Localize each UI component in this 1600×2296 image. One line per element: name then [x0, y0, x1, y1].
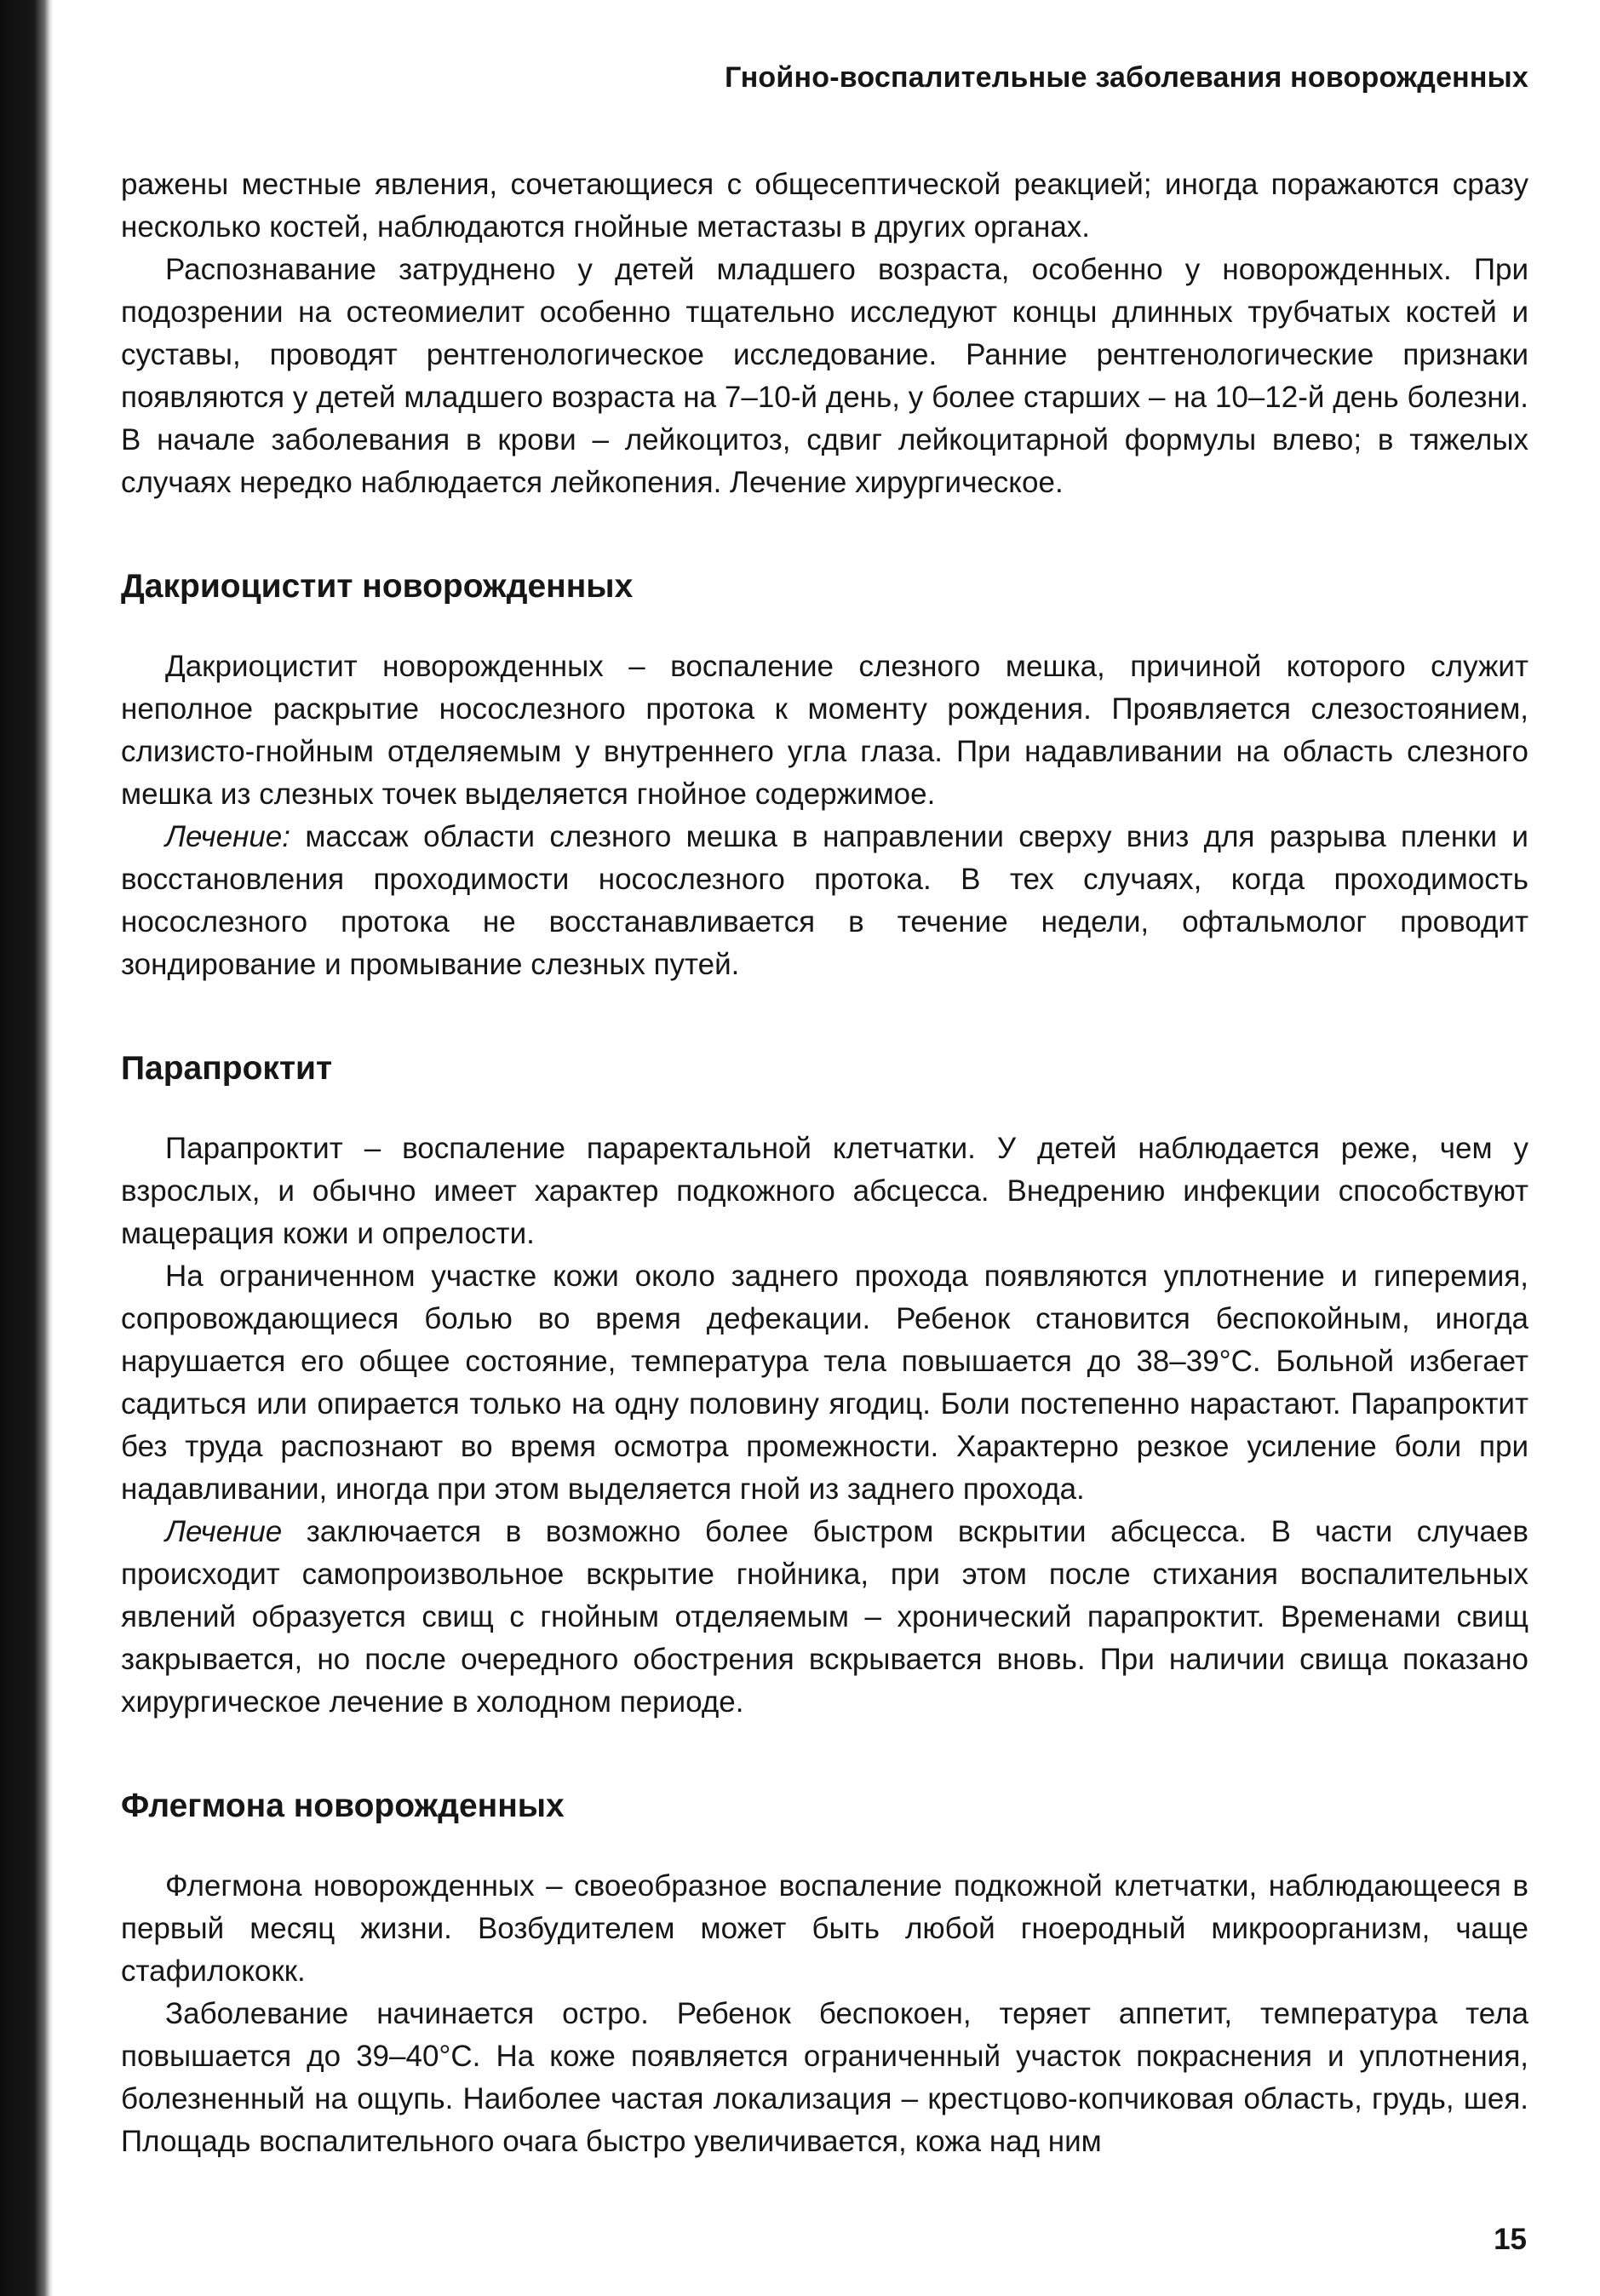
phlegmon-symptoms-paragraph: Заболевание начинается остро. Ребенок беспокоен, теряет аппетит, температура тела повышается до 39–40°С. На коже появляется ограниченный участок покраснения и уплотнения, болезненный на ощупь. Наиболее частая локализация – крестцово-копчиковая область, грудь, шея. Площадь воспалительного очага быстро увеличивается, кожа над ним [121, 1997, 1528, 2158]
page-body [121, 164, 1528, 2163]
treatment-label: Лечение: [165, 820, 290, 853]
paraproctitis-heading: Парапроктит [121, 1050, 333, 1087]
treatment-label: Лечение [165, 1515, 283, 1548]
page-number: 15 [1494, 2223, 1527, 2256]
paraproctitis-definition-paragraph: Парапроктит – воспаление параректальной клетчатки. У детей наблюдается реже, чем у взрослых, и обычно имеет характер подкожного абсцесса. Внедрению инфекции способствуют мацерация кожи и опрелости. [121, 1132, 1528, 1250]
dacryocystitis-definition-paragraph: Дакриоцистит новорожденных – воспаление слезного мешка, причиной которого служит неполное раскрытие носослезного протока к моменту рождения. Проявляется слезостоянием, слизисто-гнойным отделяемым у внутреннего угла глаза. При надавливании на область слезного мешка из слезных точек выделяется гнойное содержимое. [121, 650, 1528, 811]
paraproctitis-treatment-paragraph [121, 1511, 1528, 1724]
osteomyelitis-diagnosis-paragraph: Распознавание затруднено у детей младшего возраста, особенно у новорожденных. При подозрении на остеомиелит особенно тщательно исследуют концы длинных трубчатых костей и суставы, проводят рентгенологическое исследование. Ранние рентгенологические признаки появляются у детей младшего возраста на 7–10-й день, у более старших – на 10–12-й день болезни. В начале заболевания в крови – лейкоцитоз, сдвиг лейкоцитарной формулы влево; в тяжелых случаях нередко наблюдается лейкопения. Лечение хирургическое. [121, 253, 1528, 499]
treatment-text: заключается в возможно более быстром вскрытии абсцесса. В части случаев происходит самопроизвольное вскрытие гнойника, при этом после стихания воспалительных явлений образуется свищ с гнойным отделяемым – хронический парапроктит. Временами свищ закрывается, но после очередного обострения вскрывается вновь. При наличии свища показано хирургическое лечение в холодном периоде. [121, 1515, 1528, 1719]
dacryocystitis-heading: Дакриоцистит новорожденных [121, 568, 634, 605]
dacryocystitis-treatment-paragraph [121, 816, 1528, 986]
phlegmon-definition-paragraph: Флегмона новорожденных – своеобразное воспаление подкожной клетчатки, наблюдающееся в первый месяц жизни. Возбудителем может быть любой гноеродный микроорганизм, чаще стафилококк. [121, 1869, 1528, 1988]
treatment-text: массаж области слезного мешка в направлении сверху вниз для разрыва пленки и восстановления проходимости носослезного протока. В тех случаях, когда проходимость носослезного протока не восстанавливается в течение недели, офтальмолог проводит зондирование и промывание слезных путей. [121, 820, 1528, 981]
phlegmon-heading: Флегмона новорожденных [121, 1788, 565, 1824]
scan-binding-edge [0, 0, 53, 2296]
running-head: Гнойно-воспалительные заболевания новорожденных [725, 61, 1528, 94]
osteomyelitis-continued-paragraph: ражены местные явления, сочетающиеся с общесептической реакцией; иногда поражаются сразу несколько костей, наблюдаются гнойные метастазы в других органах. [121, 168, 1528, 244]
paraproctitis-symptoms-paragraph: На ограниченном участке кожи около заднего прохода появляются уплотнение и гиперемия, сопровождающиеся болью во время дефекации. Ребенок становится беспокойным, иногда нарушается его общее состояние, температура тела повышается до 38–39°С. Больной избегает садиться или опирается только на одну половину ягодиц. Боли постепенно нарастают. Парапроктит без труда распознают во время осмотра промежности. Характерно резкое усиление боли при надавливании, иногда при этом выделяется гной из заднего прохода. [121, 1260, 1528, 1506]
